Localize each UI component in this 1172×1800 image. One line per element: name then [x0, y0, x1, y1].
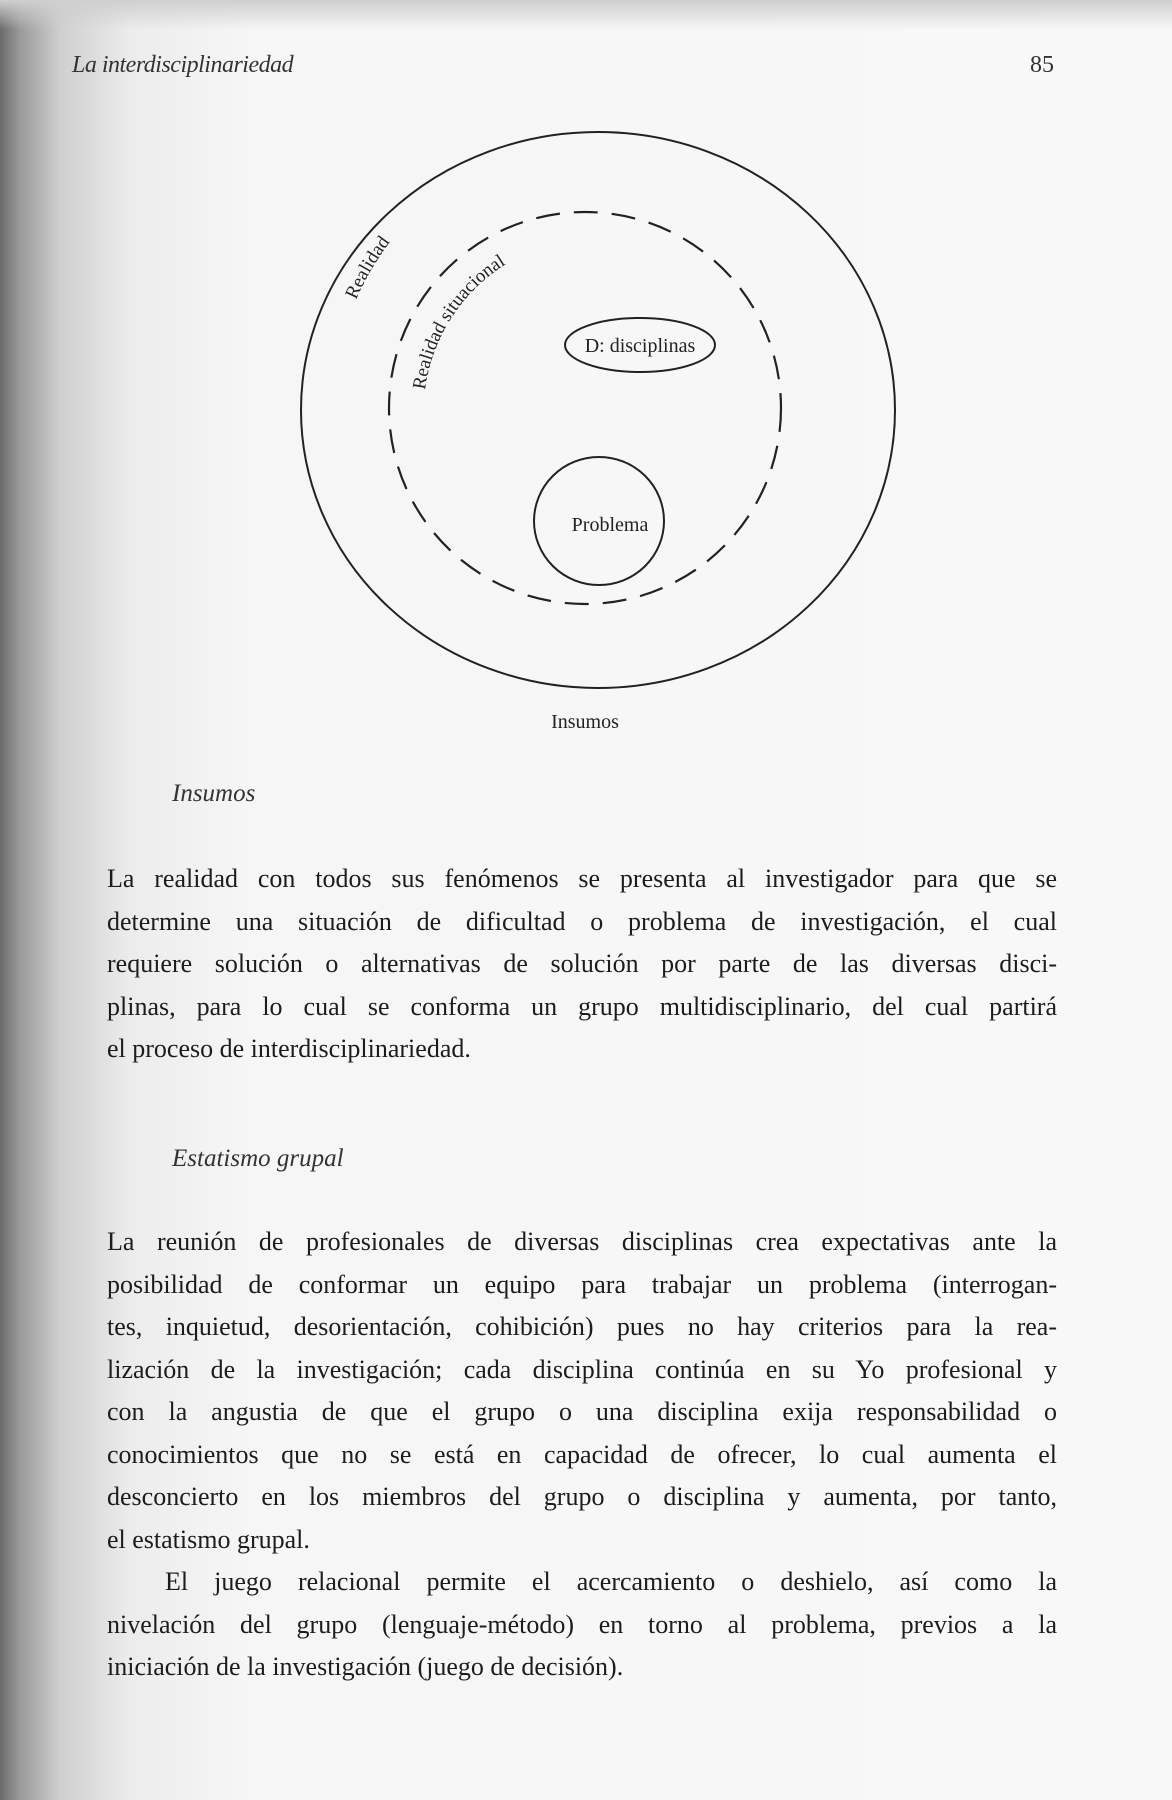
text-line: iniciación de la investigación (juego de decisión).	[107, 1652, 624, 1681]
text-line: tes, inquietud, desorientación, cohibición) pues no hay criterios para la rea-	[107, 1312, 1057, 1341]
text-line: nivelación del grupo (lenguaje-método) en torno al problema, previos a la	[107, 1609, 1057, 1639]
label-insumos: Insumos	[551, 711, 619, 733]
section-heading-estatismo: Estatismo grupal	[172, 1145, 344, 1172]
text-line: posibilidad de conformar un equipo para trabajar un problema (interrogan-	[107, 1269, 1057, 1299]
section-heading-insumos: Insumos	[172, 780, 256, 807]
text-line: plinas, para lo cual se conforma un grupo multidisciplinario, del cual partirá	[107, 991, 1057, 1021]
dashed-circle-realidad-situacional	[389, 212, 781, 604]
label-realidad-situacional: Realidad situacional	[409, 250, 509, 391]
text-line: el proceso de interdisciplinariedad.	[107, 1034, 471, 1063]
label-disciplinas: D: disciplinas	[584, 335, 696, 357]
text-line: La reunión de profesionales de diversas disciplinas crea expectativas ante la	[107, 1227, 1057, 1256]
reality-diagram	[0, 0, 1172, 760]
text-line: El juego relacional permite el acercamiento o deshielo, así como la	[165, 1567, 1057, 1596]
page-number: 85	[1030, 52, 1054, 78]
text-line: con la angustia de que el grupo o una disciplina exija responsabilidad o	[107, 1397, 1057, 1426]
running-title: La interdisciplinariedad	[72, 52, 294, 78]
label-realidad: Realidad	[341, 232, 395, 303]
text-line: conocimientos que no se está en capacidad de ofrecer, lo cual aumenta el	[107, 1439, 1057, 1469]
label-problema: Problema	[571, 514, 649, 536]
text-line: desconcierto en los miembros del grupo o disciplina y aumenta, por tanto,	[107, 1482, 1057, 1511]
paragraph-insumos	[107, 858, 1057, 1071]
text-line: La realidad con todos sus fenómenos se presenta al investigador para que se	[107, 864, 1057, 893]
text-line: lización de la investigación; cada disciplina continúa en su Yo profesional y	[107, 1354, 1057, 1384]
text-line: determine una situación de dificultad o problema de investigación, el cual	[107, 906, 1057, 936]
text-line: el estatismo grupal.	[107, 1524, 310, 1554]
paragraph-estatismo	[107, 1221, 1057, 1689]
text-line: requiere solución o alternativas de solución por parte de las diversas disci-	[107, 949, 1057, 978]
